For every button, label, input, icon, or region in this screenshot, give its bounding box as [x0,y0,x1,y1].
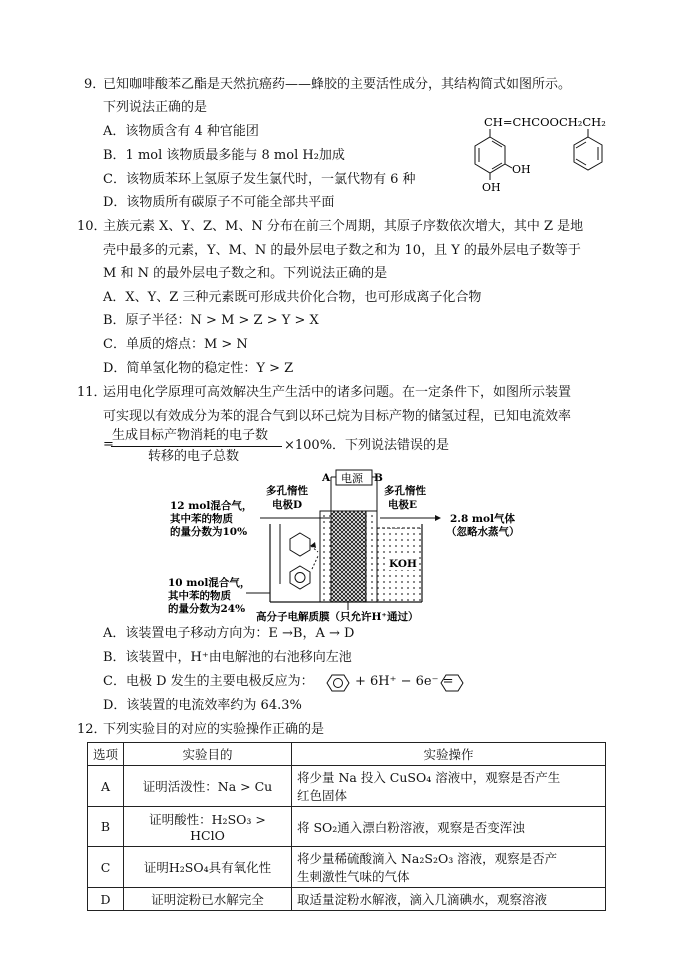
q10-option-b: B．原子半径：N > M > Z > Y > X [103,313,319,328]
cyclohexane-molecule [290,533,310,556]
experiment-table [87,742,606,911]
koh-label: KOH [389,558,417,570]
row-c-operation-line1: 将少量稀硫酸滴入 Na₂S₂O₃ 溶液，观察是否产 [297,851,558,866]
row-b-option: B [88,807,124,847]
row-d-aim: 证明淀粉已水解完全 [124,888,292,911]
row-b-aim [124,807,292,847]
electrode-e-label-2: 电极E [388,499,418,511]
q10-stem-line3: M 和 N 的最外层电子数之和。下列说法正确的是 [103,266,388,281]
row-b-aim-line2: HClO [190,828,225,843]
polymer-membrane [331,511,366,602]
cape-structure-diagram [470,113,620,198]
row-d-option: D [88,888,124,911]
q11-option-c-middle: + 6H⁺ − 6e⁻ = [355,674,454,689]
cyclohexane-ring-icon [440,674,464,692]
row-c-operation-line2: 生刺激性气味的气体 [297,869,410,884]
table-row [88,888,606,911]
row-a-option: A [88,766,124,807]
q11-option-b: B．该装置中，H⁺由电解池的右池移向左池 [103,650,352,665]
q10-option-c: C．单质的熔点：M > N [103,337,248,352]
structure-chain-label: CH=CHCOOCH₂CH₂ [484,115,606,129]
q9-option-d: D．该物质所有碳原子不可能全部共平面 [103,195,335,210]
table-row [88,847,606,888]
row-a-operation [292,766,606,807]
table-header-aim: 实验目的 [124,743,292,766]
benzene-molecule [290,566,310,589]
q10-option-a: A．X、Y、Z 三种元素既可形成共价化合物，也可形成离子化合物 [103,290,482,305]
table-header-operation: 实验操作 [292,743,606,766]
q11-fraction-tail: ×100%．下列说法错误的是 [284,438,450,453]
row-d-operation: 取适量淀粉水解液，滴入几滴碘水，观察溶液 [292,888,606,911]
q11-stem-line1: 运用电化学原理可高效解决生产生活中的诸多问题。在一定条件下，如图所示装置 [103,385,572,400]
q9-option-a: A．该物质含有 4 种官能团 [103,124,259,139]
table-header-row [88,743,606,766]
table-row [88,807,606,847]
q9-number: 9． [84,77,106,92]
terminal-b-label: B [374,472,383,484]
row-b-operation: 将 SO₂通入漂白粉溶液，观察是否变浑浊 [292,807,606,847]
inlet2-text-2: 其中苯的物质 [168,590,231,602]
q10-stem-line1: 主族元素 X、Y、Z、M、N 分布在前三个周期，其原子序数依次增大，其中 Z 是地 [103,219,584,234]
row-c-aim: 证明H₂SO₄具有氧化性 [124,847,292,888]
q10-number: 10． [77,219,107,234]
q11-number: 11． [77,385,107,400]
power-supply-label: 电源 [341,472,363,485]
q12-stem: 下列实验目的对应的实验操作正确的是 [103,722,325,737]
terminal-a-label: A [322,472,331,484]
q11-stem-line2: 可实现以有效成分为苯的混合气到以环己烷为目标产物的储氢过程，已知电流效率 [103,409,572,424]
structure-oh-1: OH [512,163,531,176]
table-header-option: 选项 [88,743,124,766]
structure-oh-2: OH [482,181,501,194]
inlet1-text-2: 其中苯的物质 [170,513,233,525]
row-c-operation [292,847,606,888]
q9-stem-line1: 已知咖啡酸苯乙酯是天然抗癌药——蜂胶的主要活性成分，其结构简式如图所示。 [103,77,572,92]
inlet2-text-1: 10 mol混合气， [168,577,251,589]
q11-fraction-numerator: 生成目标产物消耗的电子数 [112,428,269,443]
q11-option-a: A．该装置电子移动方向为：E →B，A → D [103,626,355,641]
outlet-text-1: 2.8 mol气体 [450,513,516,525]
q11-fraction-denominator: 转移的电子总数 [148,449,240,464]
row-c-option: C [88,847,124,888]
q10-option-d: D．简单氢化物的稳定性：Y > Z [103,361,294,376]
inlet2-text-3: 的量分数为24% [168,603,246,615]
electrode-e-label-1: 多孔惰性 [384,485,426,497]
electrode-e [366,511,377,602]
electrolysis-diagram [160,466,530,624]
electrode-d [320,511,331,602]
row-a-operation-line2: 红色固体 [297,788,348,803]
q9-stem-line2: 下列说法正确的是 [103,100,208,115]
row-a-aim: 证明活泼性：Na > Cu [124,766,292,807]
row-b-aim-line1: 证明酸性：H₂SO₃ > [149,812,266,827]
q11-eq-sign: = [103,437,114,452]
q9-option-b: B．1 mol 该物质最多能与 8 mol H₂加成 [103,148,345,163]
q9-option-c: C．该物质苯环上氢原子发生氯代时，一氯代物有 6 种 [103,172,416,187]
outlet-text-2: （忽略水蒸气） [446,526,520,538]
membrane-label: 高分子电解质膜（只允许H⁺通过） [256,611,419,623]
q11-option-d: D．该装置的电流效率约为 64.3% [103,698,302,713]
electrode-d-label-1: 多孔惰性 [266,485,308,497]
electrode-d-label-2: 电极D [272,499,303,511]
q10-stem-line2: 壳中最多的元素，Y、M、N 的最外层电子数之和为 10，且 Y 的最外层电子数等于 [103,243,581,258]
inlet1-text-1: 12 mol混合气， [170,500,253,512]
row-a-operation-line1: 将少量 Na 投入 CuSO₄ 溶液中，观察是否产生 [297,770,561,785]
inlet1-text-3: 的量分数为10% [170,526,248,538]
benzene-ring-icon [326,674,350,692]
q12-number: 12． [77,722,107,737]
table-row [88,766,606,807]
q11-option-c-prefix: C．电极 D 发生的主要电极反应为： [103,674,314,689]
